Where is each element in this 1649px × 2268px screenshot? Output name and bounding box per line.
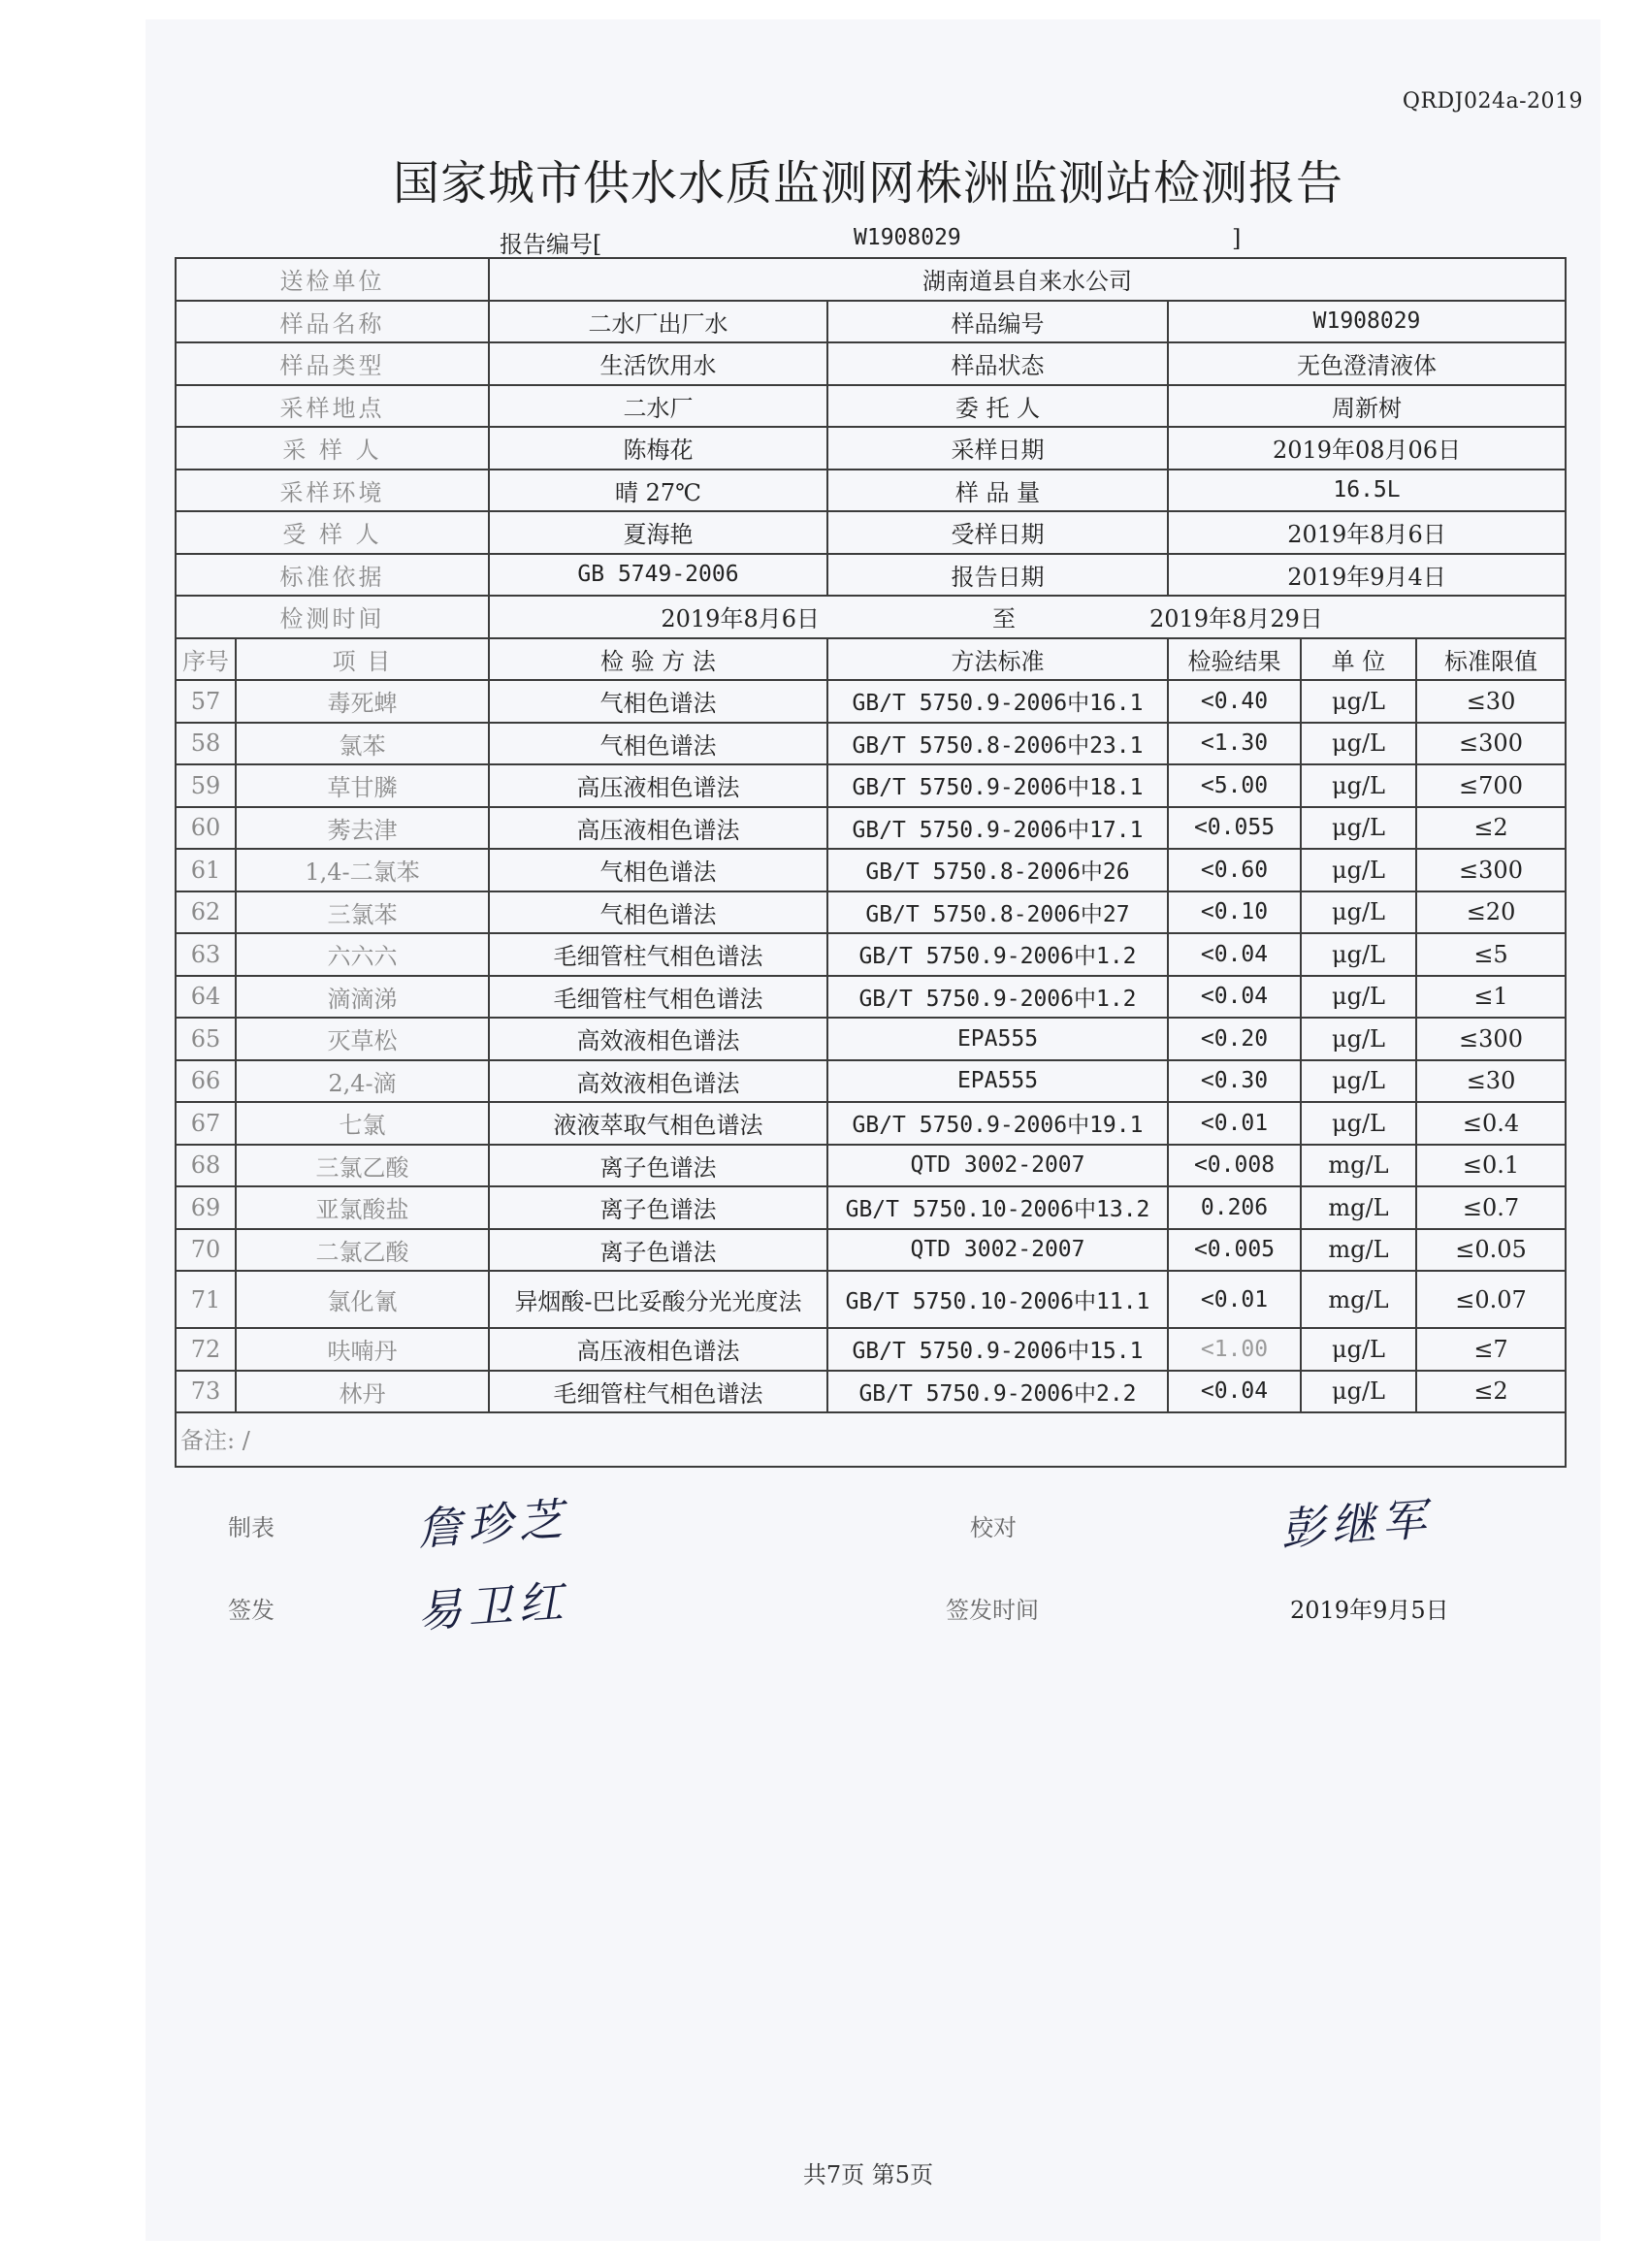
report-number [500,225,1242,259]
row-item: 毒死蜱 [236,680,489,723]
row-limit: ≤1 [1416,976,1566,1019]
row-result: <0.40 [1168,680,1301,723]
table-row [176,1102,1566,1145]
row-index: 62 [176,891,236,934]
row-method: 气相色谱法 [489,680,827,723]
header-unit: 单 位 [1301,638,1416,681]
row-index: 72 [176,1328,236,1371]
row-method: 高压液相色谱法 [489,764,827,807]
header-idx: 序号 [176,638,236,681]
row-result: <0.30 [1168,1060,1301,1103]
row-unit: mg/L [1301,1145,1416,1187]
row-method: 毛细管柱气相色谱法 [489,933,827,976]
row-method: 液液萃取气相色谱法 [489,1102,827,1145]
row-index: 70 [176,1229,236,1272]
row-method-standard: QTD 3002-2007 [827,1229,1168,1272]
result-rows [176,680,1566,1412]
row-item: 滴滴涕 [236,976,489,1019]
row-method: 离子色谱法 [489,1186,827,1229]
row-method-standard: GB/T 5750.8-2006中27 [827,891,1168,934]
report-table [175,257,1567,1468]
row-index: 58 [176,723,236,765]
table-row [176,1229,1566,1272]
row-unit: μg/L [1301,807,1416,850]
row-result: <0.01 [1168,1271,1301,1328]
standard-label: 标准依据 [176,554,489,597]
row-item: 2,4-滴 [236,1060,489,1103]
row-limit: ≤0.07 [1416,1271,1566,1328]
remark-row [176,1412,1566,1467]
qty-label: 样 品 量 [827,470,1168,512]
client-value: 周新树 [1168,385,1566,428]
row-item: 七氯 [236,1102,489,1145]
row-index: 69 [176,1186,236,1229]
table-row [176,680,1566,723]
table-row [176,1018,1566,1060]
report-number-close: ] [1232,225,1242,252]
row-method: 气相色谱法 [489,849,827,891]
row-method: 高压液相色谱法 [489,1328,827,1371]
row-item: 氯苯 [236,723,489,765]
qty-value: 16.5L [1168,470,1566,512]
checked-signature: 彭继军 [1278,1492,1434,1556]
row-method: 毛细管柱气相色谱法 [489,1371,827,1413]
table-row [176,849,1566,891]
sample-state-value: 无色澄清液体 [1168,342,1566,385]
env-value: 晴 27℃ [489,470,827,512]
row-unit: mg/L [1301,1186,1416,1229]
prepared-signature: 詹珍芝 [415,1492,570,1556]
row-limit: ≤30 [1416,680,1566,723]
info-row-env [176,470,1566,512]
issued-label: 签发 [228,1597,275,1624]
sample-date-value: 2019年08月06日 [1168,427,1566,470]
row-result: 0.206 [1168,1186,1301,1229]
row-result: <0.008 [1168,1145,1301,1187]
sample-date-label: 采样日期 [827,427,1168,470]
row-index: 68 [176,1145,236,1187]
issued-signature: 易卫红 [415,1574,570,1638]
receiver-label: 受 样 人 [176,511,489,554]
row-result: <0.04 [1168,1371,1301,1413]
row-result: <0.005 [1168,1229,1301,1272]
info-row-sample-type [176,342,1566,385]
row-index: 63 [176,933,236,976]
row-unit: μg/L [1301,680,1416,723]
info-row-receiver [176,511,1566,554]
row-unit: μg/L [1301,1371,1416,1413]
remark: 备注: / [176,1412,1566,1467]
row-method-standard: GB/T 5750.9-2006中1.2 [827,933,1168,976]
table-row [176,891,1566,934]
info-row-sampler [176,427,1566,470]
table-row [176,1145,1566,1187]
report-date-label: 报告日期 [827,554,1168,597]
row-method-standard: GB/T 5750.9-2006中16.1 [827,680,1168,723]
results-header [176,638,1566,681]
table-row [176,1371,1566,1413]
row-index: 59 [176,764,236,807]
site-value: 二水厂 [489,385,827,428]
row-method: 高效液相色谱法 [489,1018,827,1060]
row-limit: ≤300 [1416,849,1566,891]
issue-time-value: 2019年9月5日 [1290,1597,1449,1624]
info-row-test-time [176,596,1566,638]
sample-no-value: W1908029 [1168,301,1566,343]
row-method: 离子色谱法 [489,1145,827,1187]
info-row-sender [176,258,1566,301]
table-row [176,976,1566,1019]
info-row-sample-name [176,301,1566,343]
row-index: 71 [176,1271,236,1328]
test-time-value [489,596,1566,638]
row-unit: μg/L [1301,976,1416,1019]
row-result: <0.01 [1168,1102,1301,1145]
checked-label: 校对 [970,1514,1017,1541]
standard-value: GB 5749-2006 [489,554,827,597]
row-result: <5.00 [1168,764,1301,807]
sample-type-label: 样品类型 [176,342,489,385]
row-item: 三氯乙酸 [236,1145,489,1187]
env-label: 采样环境 [176,470,489,512]
test-to-word: 至 [992,605,1016,633]
row-method-standard: GB/T 5750.10-2006中13.2 [827,1186,1168,1229]
sender-label: 送检单位 [176,258,489,301]
sample-state-label: 样品状态 [827,342,1168,385]
row-index: 64 [176,976,236,1019]
row-method: 气相色谱法 [489,891,827,934]
client-label: 委 托 人 [827,385,1168,428]
row-unit: μg/L [1301,1060,1416,1103]
row-method: 离子色谱法 [489,1229,827,1272]
row-method-standard: GB/T 5750.10-2006中11.1 [827,1271,1168,1328]
row-index: 57 [176,680,236,723]
row-method-standard: GB/T 5750.8-2006中26 [827,849,1168,891]
row-item: 草甘膦 [236,764,489,807]
prepared-label: 制表 [228,1514,275,1541]
report-number-label: 报告编号[ [500,231,602,258]
row-limit: ≤2 [1416,1371,1566,1413]
table-row [176,764,1566,807]
row-item: 六六六 [236,933,489,976]
test-from: 2019年8月6日 [661,605,820,633]
row-method-standard: GB/T 5750.9-2006中1.2 [827,976,1168,1019]
row-unit: mg/L [1301,1271,1416,1328]
sample-no-label: 样品编号 [827,301,1168,343]
test-to: 2019年8月29日 [1149,605,1323,633]
row-unit: μg/L [1301,764,1416,807]
row-unit: μg/L [1301,1328,1416,1371]
row-result: <1.30 [1168,723,1301,765]
sender-value: 湖南道县自来水公司 [489,258,1566,301]
row-item: 三氯苯 [236,891,489,934]
report-date-value: 2019年9月4日 [1168,554,1566,597]
row-method-standard: GB/T 5750.9-2006中18.1 [827,764,1168,807]
issue-time-label: 签发时间 [946,1597,1039,1624]
report-title: 国家城市供水水质监测网株洲监测站检测报告 [392,156,1343,211]
header-method: 检 验 方 法 [489,638,827,681]
document-code: QRDJ024a-2019 [1402,89,1583,113]
row-limit: ≤700 [1416,764,1566,807]
header-std: 方法标准 [827,638,1168,681]
row-result: <0.04 [1168,933,1301,976]
row-limit: ≤0.05 [1416,1229,1566,1272]
row-limit: ≤300 [1416,1018,1566,1060]
receive-date-label: 受样日期 [827,511,1168,554]
row-item: 氯化氰 [236,1271,489,1328]
row-index: 60 [176,807,236,850]
row-index: 73 [176,1371,236,1413]
row-item: 呋喃丹 [236,1328,489,1371]
row-limit: ≤20 [1416,891,1566,934]
row-item: 亚氯酸盐 [236,1186,489,1229]
row-item: 二氯乙酸 [236,1229,489,1272]
row-method-standard: GB/T 5750.8-2006中23.1 [827,723,1168,765]
row-method: 高效液相色谱法 [489,1060,827,1103]
row-limit: ≤300 [1416,723,1566,765]
row-limit: ≤7 [1416,1328,1566,1371]
row-unit: mg/L [1301,1229,1416,1272]
sampler-value: 陈梅花 [489,427,827,470]
row-index: 67 [176,1102,236,1145]
receive-date-value: 2019年8月6日 [1168,511,1566,554]
row-method-standard: QTD 3002-2007 [827,1145,1168,1187]
receiver-value: 夏海艳 [489,511,827,554]
row-limit: ≤0.4 [1416,1102,1566,1145]
row-method: 毛细管柱气相色谱法 [489,976,827,1019]
row-index: 61 [176,849,236,891]
table-row [176,807,1566,850]
row-item: 莠去津 [236,807,489,850]
row-item: 林丹 [236,1371,489,1413]
site-label: 采样地点 [176,385,489,428]
row-limit: ≤2 [1416,807,1566,850]
row-unit: μg/L [1301,1018,1416,1060]
row-limit: ≤0.7 [1416,1186,1566,1229]
row-result: <1.00 [1168,1328,1301,1371]
row-result: <0.20 [1168,1018,1301,1060]
sample-name-label: 样品名称 [176,301,489,343]
row-limit: ≤5 [1416,933,1566,976]
sample-type-value: 生活饮用水 [489,342,827,385]
table-row [176,723,1566,765]
row-unit: μg/L [1301,1102,1416,1145]
row-method-standard: EPA555 [827,1018,1168,1060]
row-method-standard: GB/T 5750.9-2006中15.1 [827,1328,1168,1371]
page-footer: 共7页 第5页 [802,2161,934,2188]
row-method-standard: GB/T 5750.9-2006中19.1 [827,1102,1168,1145]
row-result: <0.60 [1168,849,1301,891]
header-item: 项 目 [236,638,489,681]
row-method-standard: EPA555 [827,1060,1168,1103]
row-unit: μg/L [1301,891,1416,934]
table-row [176,1271,1566,1328]
row-item: 1,4-二氯苯 [236,849,489,891]
test-time-label: 检测时间 [176,596,489,638]
row-method-standard: GB/T 5750.9-2006中2.2 [827,1371,1168,1413]
table-row [176,1060,1566,1103]
row-index: 65 [176,1018,236,1060]
sample-name-value: 二水厂出厂水 [489,301,827,343]
row-limit: ≤0.1 [1416,1145,1566,1187]
row-index: 66 [176,1060,236,1103]
row-item: 灭草松 [236,1018,489,1060]
info-row-site [176,385,1566,428]
row-method: 高压液相色谱法 [489,807,827,850]
row-unit: μg/L [1301,723,1416,765]
table-row [176,1328,1566,1371]
row-unit: μg/L [1301,933,1416,976]
row-result: <0.10 [1168,891,1301,934]
sampler-label: 采 样 人 [176,427,489,470]
row-unit: μg/L [1301,849,1416,891]
row-method: 异烟酸-巴比妥酸分光光度法 [489,1271,827,1328]
row-method: 气相色谱法 [489,723,827,765]
table-row [176,933,1566,976]
report-number-value: W1908029 [854,225,961,250]
info-row-standard [176,554,1566,597]
row-limit: ≤30 [1416,1060,1566,1103]
table-row [176,1186,1566,1229]
row-method-standard: GB/T 5750.9-2006中17.1 [827,807,1168,850]
header-result: 检验结果 [1168,638,1301,681]
header-limit: 标准限值 [1416,638,1566,681]
row-result: <0.04 [1168,976,1301,1019]
row-result: <0.055 [1168,807,1301,850]
